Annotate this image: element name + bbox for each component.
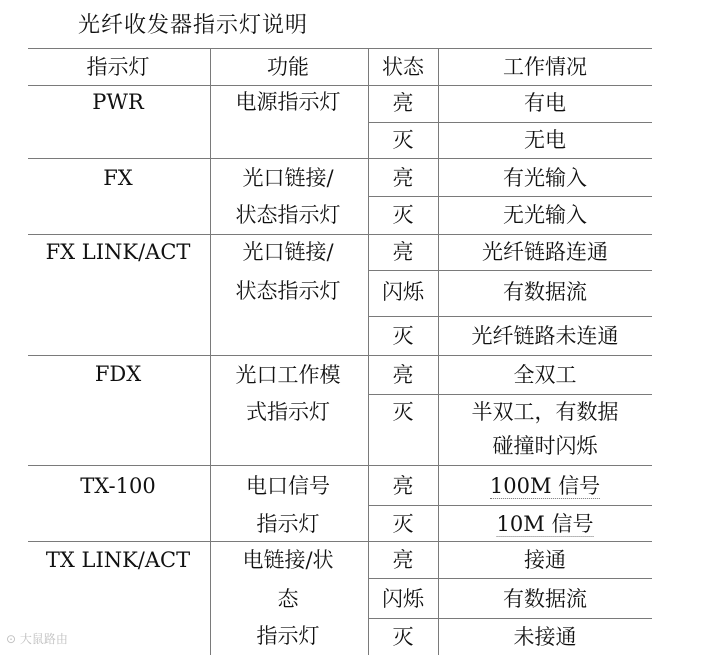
- state-text: 灭: [392, 324, 414, 348]
- function-text: 态: [277, 587, 299, 611]
- state-text: 亮: [392, 91, 414, 115]
- table-top-border: [28, 48, 652, 49]
- work-text: 半双工，有数据: [471, 400, 619, 424]
- header-function: 功能: [267, 55, 309, 79]
- row-divider: [368, 618, 652, 619]
- work-text: 未接通: [513, 625, 577, 649]
- row-divider: [28, 158, 652, 159]
- page-title: 光纤收发器指示灯说明: [78, 13, 309, 38]
- row-divider: [28, 355, 652, 356]
- state-text: 灭: [392, 128, 414, 152]
- indicator-name: PWR: [92, 90, 144, 114]
- row-divider: [368, 394, 652, 395]
- header-work: 工作情况: [503, 55, 587, 79]
- state-text: 亮: [392, 474, 414, 498]
- header-indicator: 指示灯: [86, 55, 150, 79]
- function-text: 指示灯: [256, 624, 320, 648]
- work-text: 光纤链路连通: [482, 240, 608, 264]
- work-text: 碰撞时闪烁: [492, 434, 598, 458]
- state-text: 亮: [392, 166, 414, 190]
- function-text: 光口工作模: [235, 363, 341, 387]
- work-text: 有数据流: [503, 587, 587, 611]
- work-text: 光纤链路未连通: [471, 324, 619, 348]
- indicator-name: FX: [103, 166, 133, 190]
- row-divider: [28, 234, 652, 235]
- work-text: 接通: [524, 548, 566, 572]
- function-text: 光口链接/: [242, 166, 334, 190]
- function-text: 电源指示灯: [235, 90, 341, 114]
- row-divider: [368, 270, 652, 271]
- function-text: 指示灯: [256, 512, 320, 536]
- indicator-name: FX LINK/ACT: [45, 240, 191, 264]
- work-text: 全双工: [513, 363, 577, 387]
- state-text: 亮: [392, 548, 414, 572]
- function-text: 电链接/状: [242, 548, 334, 572]
- indicator-name: TX-100: [80, 474, 156, 498]
- work-text: 有电: [524, 91, 566, 115]
- work-text: 10M 信号: [496, 512, 594, 536]
- indicator-name: TX LINK/ACT: [45, 548, 191, 572]
- function-text: 状态指示灯: [235, 279, 341, 303]
- row-divider: [368, 505, 652, 506]
- state-text: 灭: [392, 625, 414, 649]
- state-text: 闪烁: [382, 587, 424, 611]
- row-divider: [368, 316, 652, 317]
- work-text: 无电: [524, 128, 566, 152]
- state-text: 亮: [392, 240, 414, 264]
- row-divider: [28, 465, 652, 466]
- function-text: 状态指示灯: [235, 203, 341, 227]
- row-divider: [368, 122, 652, 123]
- state-text: 灭: [392, 203, 414, 227]
- state-text: 灭: [392, 400, 414, 424]
- header-state: 状态: [382, 55, 424, 79]
- function-text: 电口信号: [246, 474, 330, 498]
- row-divider: [368, 578, 652, 579]
- work-text: 100M 信号: [489, 474, 601, 498]
- row-divider: [28, 541, 652, 542]
- state-text: 亮: [392, 363, 414, 387]
- header-divider: [28, 85, 652, 86]
- column-divider: [368, 48, 369, 655]
- watermark: [6, 630, 68, 647]
- function-text: 式指示灯: [246, 400, 330, 424]
- function-text: 光口链接/: [242, 240, 334, 264]
- work-text: 无光输入: [503, 203, 587, 227]
- watermark-text: 大鼠路由: [19, 632, 68, 646]
- indicator-name: FDX: [94, 362, 142, 386]
- weibo-icon: ⊙: [6, 632, 17, 646]
- row-divider: [368, 196, 652, 197]
- work-text: 有数据流: [503, 280, 587, 304]
- state-text: 灭: [392, 512, 414, 536]
- column-divider: [438, 48, 439, 655]
- state-text: 闪烁: [382, 280, 424, 304]
- column-divider: [210, 48, 211, 655]
- work-text: 有光输入: [503, 166, 587, 190]
